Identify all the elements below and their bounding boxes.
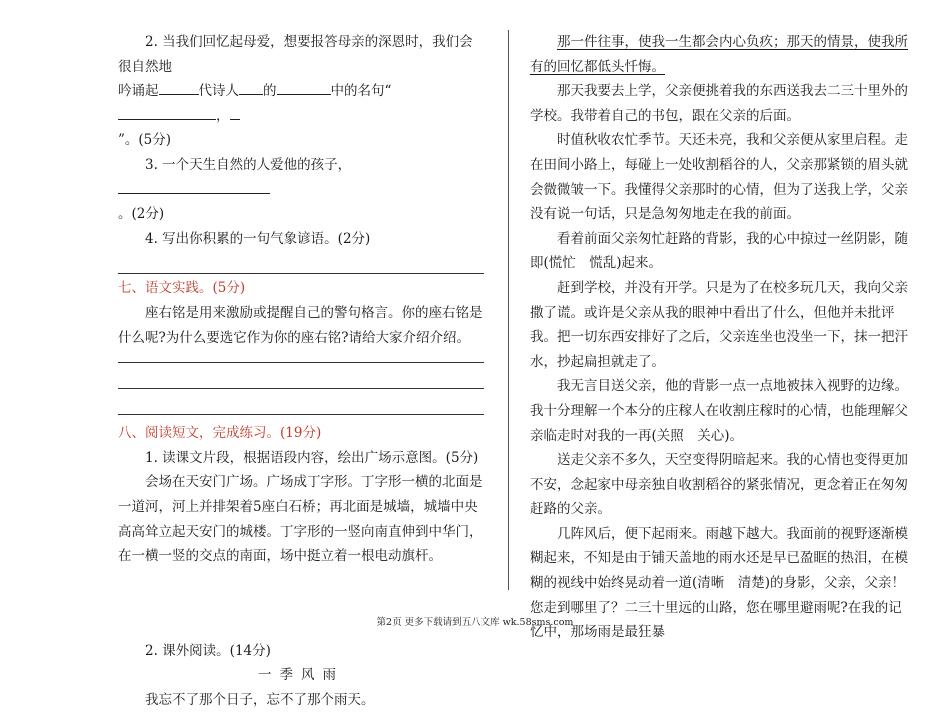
q4-line: 4. 写出你积累的一句气象谚语。(2分) — [145, 230, 371, 247]
answer-blank[interactable] — [230, 104, 240, 120]
story-paragraph: 时值秋收农忙季节。天还未亮，我和父亲便从家里启程。走在田间小路上，每碰上一处收割稻谷的人，父亲那紧锁的眉头就会微微皱一下。我懂得父亲那时的心情，但为了送我上学，父亲没有说一句话，只是急匆匆地走在我的前面。 — [530, 132, 908, 223]
q2-line2 — [118, 79, 484, 128]
answer-blank[interactable] — [159, 79, 199, 95]
q2-line1: 2. 当我们回忆起母爱，想要报答母亲的深恩时，我们会很自然地 — [118, 34, 473, 75]
q2-text-e: ， — [216, 107, 230, 124]
section8-title: 八、阅读短文，完成练习。(19分) — [118, 425, 322, 442]
story-paragraph: 我无言目送父亲，他的背影一点一点地被抹入视野的边缘。我十分理解一个本分的庄稼人在收割庄稼时的心情，也能理解父亲临走时对我的一再(关照 关心)。 — [530, 378, 908, 444]
story-paragraph: 我忘不了那个日子，忘不了那个雨天。 — [145, 691, 375, 708]
column-divider — [508, 30, 509, 590]
section8-q1: 1. 读课文片段，根据语段内容，绘出广场示意图。(5分) — [145, 449, 479, 466]
left-column — [118, 30, 484, 712]
answer-line[interactable] — [118, 366, 484, 389]
q3-line2: 。(2分) — [118, 206, 165, 223]
answer-line[interactable] — [118, 251, 484, 274]
section7-body: 座右铭是用来激励或提醒自己的警句格言。你的座右铭是什么呢?为什么要选它作为你的座右铭?请给大家介绍介绍。 — [118, 304, 483, 346]
q2-line3: ”。(5分) — [118, 132, 172, 149]
q3-text: 3. 一个天生自然的人爱他的孩子， — [145, 156, 352, 173]
story-paragraph: 看着前面父亲匆忙赶路的背影，我的心中掠过一丝阴影，随即(慌忙 慌乱)起来。 — [530, 230, 908, 272]
story-paragraph: 送走父亲不多久，天空变得阴暗起来。我的心情也变得更加不安，念起家中母亲独自收割稻谷的紧张情况，更念着正在匆匆赶路的父亲。 — [530, 452, 908, 518]
story-paragraph: 赶到学校，并没有开学。只是为了在校多玩几天，我向父亲撒了谎。或许是父亲从我的眼神中看出了什么，但他并未批评我。把一切东西安排好了之后，父亲连坐也没坐一下，抹一把汗水，抄起扁担就走了。 — [530, 279, 908, 370]
section7-title: 七、语文实践。(5分) — [118, 280, 246, 297]
q2-text-b: 代诗人 — [198, 83, 239, 100]
answer-line[interactable] — [118, 350, 484, 363]
drawing-area[interactable] — [118, 569, 484, 639]
q2-text-d: 中的名句“ — [330, 83, 392, 100]
q2-text-c: 的 — [263, 83, 277, 100]
q2-text-a: 吟诵起 — [118, 83, 159, 100]
answer-blank[interactable] — [118, 104, 216, 120]
answer-line[interactable] — [118, 392, 484, 415]
section8-passage: 会场在天安门广场。广场成丁字形。丁字形一横的北面是一道河，河上并排架着5座白石桥；再北面是城墙，城墙中央高高耸立起天安门的城楼。丁字形的一竖向南直伸到中华门，在一横一竖的交点的南面，场中挺立着一根电动旗杆。 — [118, 474, 483, 565]
story-title: 一季风雨 — [258, 667, 344, 684]
story-paragraph: 那天我要去上学，父亲便挑着我的东西送我去二三十里外的学校。我带着自己的书包，跟在父亲的后面。 — [530, 83, 908, 124]
right-column — [530, 30, 908, 645]
story-paragraph: 几阵风后，便下起雨来。雨越下越大。我面前的视野逐渐模糊起来，不知是由于铺天盖地的雨水还是早已盈眶的热泪，在模糊的视线中始终晃动着一道(清晰 清楚)的身影，父亲，父亲！您走到哪里了？二三十里远的山路，您在哪里避雨呢?在我的记忆中，那场雨是最狂暴 — [530, 525, 908, 641]
q3-line1 — [118, 153, 484, 202]
answer-blank[interactable] — [118, 178, 270, 194]
story-paragraph-underlined: 那一件往事，使我一生都会内心负疚；那天的情景，使我所有的回忆都低头忏悔。 — [530, 34, 908, 75]
section8-q2: 2. 课外阅读。(14分) — [145, 642, 271, 659]
answer-blank[interactable] — [277, 79, 331, 95]
page-footer: 第2页 更多下载请到五八文库 wk.58sms.com — [376, 617, 574, 628]
answer-blank[interactable] — [239, 79, 263, 95]
